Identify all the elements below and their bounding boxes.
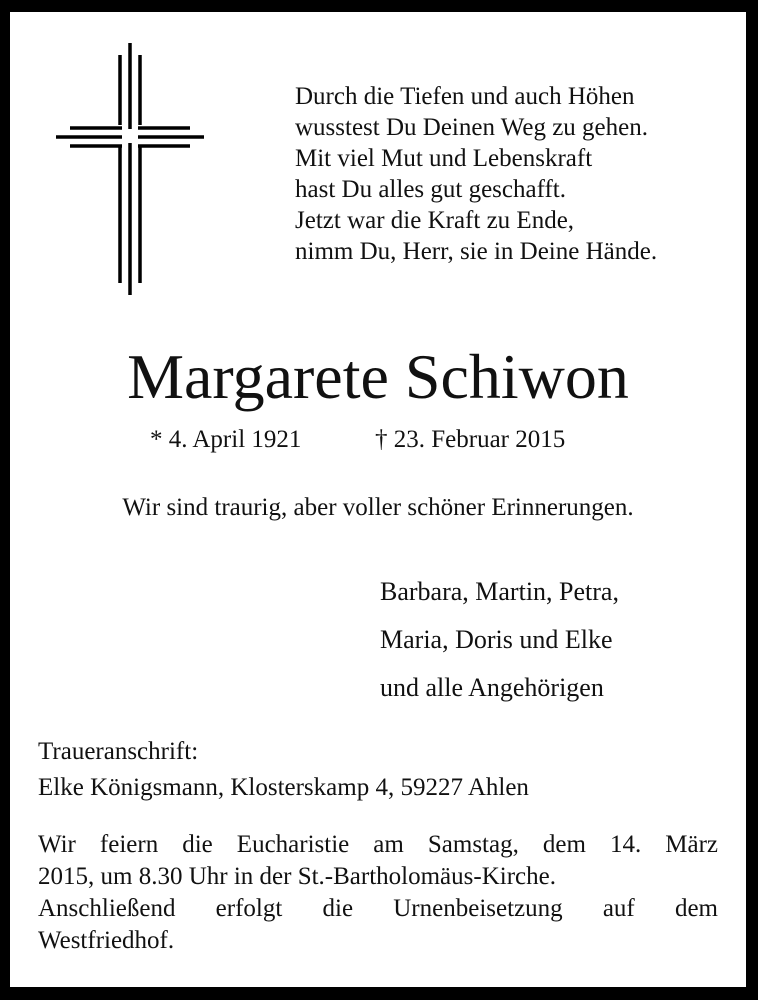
poem-line: Jetzt war die Kraft zu Ende,	[295, 207, 575, 234]
address-value: Elke Königsmann, Klosterskamp 4, 59227 Ahlen	[38, 774, 529, 801]
service-line: 2015, um 8.30 Uhr in der St.-Bartholomäus-Kirche.	[38, 863, 556, 890]
obituary-notice	[10, 12, 746, 987]
deceased-name: Margarete Schiwon	[127, 341, 629, 412]
service-line: Westfriedhof.	[38, 927, 175, 954]
death-date: † 23. Februar 2015	[375, 426, 566, 453]
service-line: Wir feiern die Eucharistie am Samstag, dem 14. März	[38, 831, 718, 858]
mourners-line: und alle Angehörigen	[380, 673, 604, 702]
poem-line: Mit viel Mut und Lebenskraft	[295, 145, 593, 172]
message: Wir sind traurig, aber voller schöner Erinnerungen.	[122, 494, 634, 521]
address-label: Traueranschrift:	[38, 738, 199, 765]
birth-date: * 4. April 1921	[150, 426, 302, 453]
service-line: Anschließend erfolgt die Urnenbeisetzung auf dem	[38, 895, 718, 922]
mourners-line: Barbara, Martin, Petra,	[380, 577, 619, 606]
poem-line: wusstest Du Deinen Weg zu gehen.	[295, 114, 649, 141]
poem-line: Durch die Tiefen und auch Höhen	[295, 83, 635, 110]
poem-line: hast Du alles gut geschafft.	[295, 176, 566, 203]
poem-line: nimm Du, Herr, sie in Deine Hände.	[295, 238, 658, 265]
mourners-line: Maria, Doris und Elke	[380, 625, 613, 654]
